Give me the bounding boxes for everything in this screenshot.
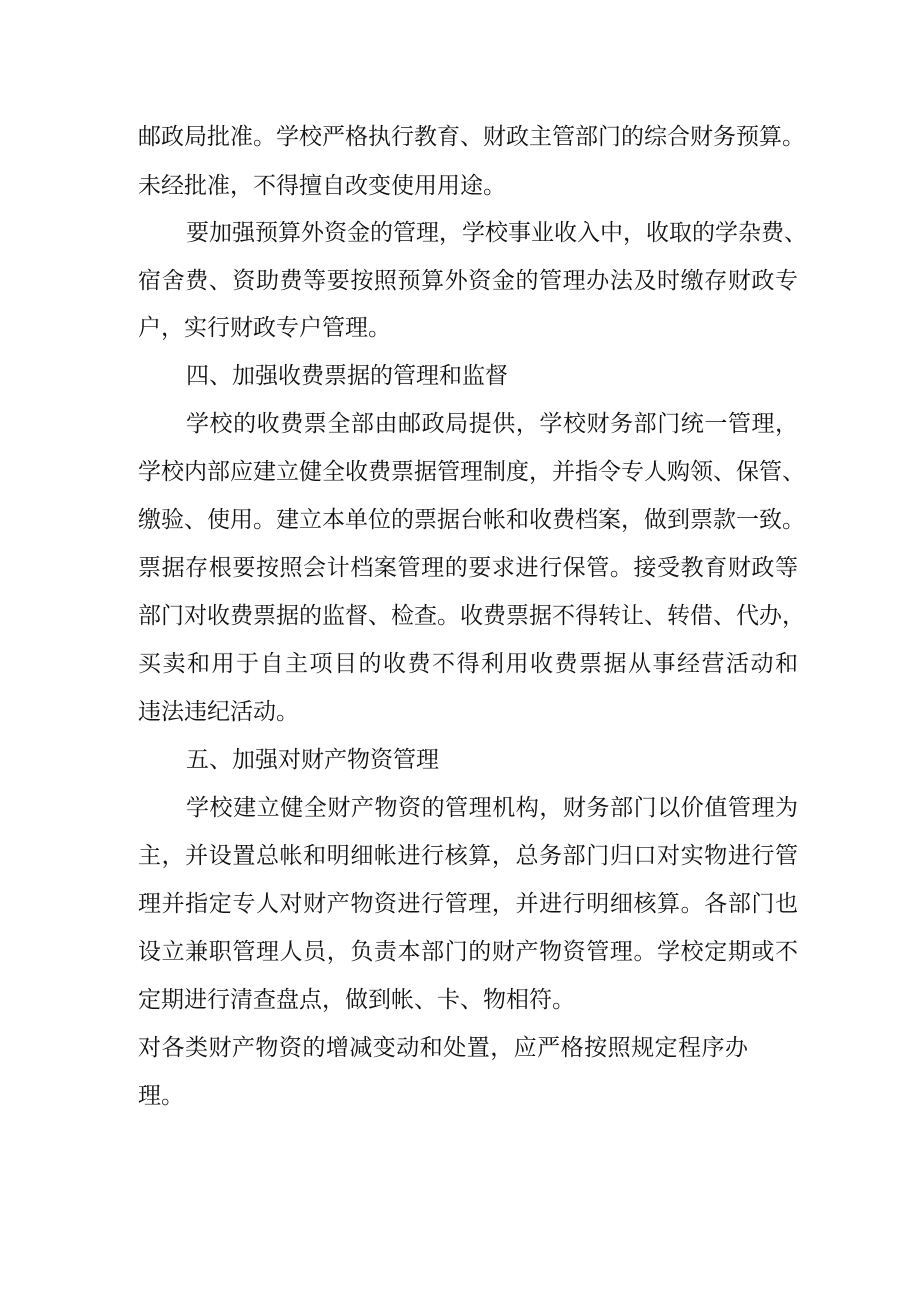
paragraph-line: 主，并设置总帐和明细帐进行核算，总务部门归口对实物进行管 [138, 843, 798, 869]
paragraph-line: 票据存根要按照会计档案管理的要求进行保管。接受教育财政等 [138, 555, 798, 581]
paragraph-line: 未经批准，不得擅自改变使用用途。 [138, 173, 506, 199]
paragraph-line: 学校内部应建立健全收费票据管理制度，并指令专人购领、保管、 [138, 459, 805, 485]
paragraph-line: 户，实行财政专户管理。 [138, 315, 391, 341]
section-heading: 五、加强对财产物资管理 [186, 747, 439, 773]
paragraph-line: 邮政局批准。学校严格执行教育、财政主管部门的综合财务预算。 [138, 124, 805, 150]
paragraph-line: 违法违纪活动。 [138, 699, 299, 725]
paragraph-line: 对各类财产物资的增减变动和处置，应严格按照规定程序办 [138, 1035, 748, 1061]
section-heading: 四、加强收费票据的管理和监督 [186, 363, 508, 389]
paragraph-line: 要加强预算外资金的管理，学校事业收入中，收取的学杂费、 [186, 220, 807, 246]
paragraph-line: 部门对收费票据的监督、检查。收费票据不得转让、转借、代办， [138, 603, 805, 629]
paragraph-line: 设立兼职管理人员，负责本部门的财产物资管理。学校定期或不 [138, 939, 798, 965]
paragraph-line: 学校建立健全财产物资的管理机构，财务部门以价值管理为 [186, 795, 798, 821]
paragraph-line: 理。 [138, 1083, 184, 1109]
paragraph-line: 缴验、使用。建立本单位的票据台帐和收费档案，做到票款一致。 [138, 507, 805, 533]
paragraph-line: 定期进行清查盘点，做到帐、卡、物相符。 [138, 987, 575, 1013]
paragraph-line: 宿舍费、资助费等要按照预算外资金的管理办法及时缴存财政专 [138, 268, 798, 294]
paragraph-line: 买卖和用于自主项目的收费不得利用收费票据从事经营活动和 [138, 651, 798, 677]
paragraph-line: 理并指定专人对财产物资进行管理，并进行明细核算。各部门也 [138, 891, 798, 917]
paragraph-line: 学校的收费票全部由邮政局提供，学校财务部门统一管理， [186, 411, 798, 437]
